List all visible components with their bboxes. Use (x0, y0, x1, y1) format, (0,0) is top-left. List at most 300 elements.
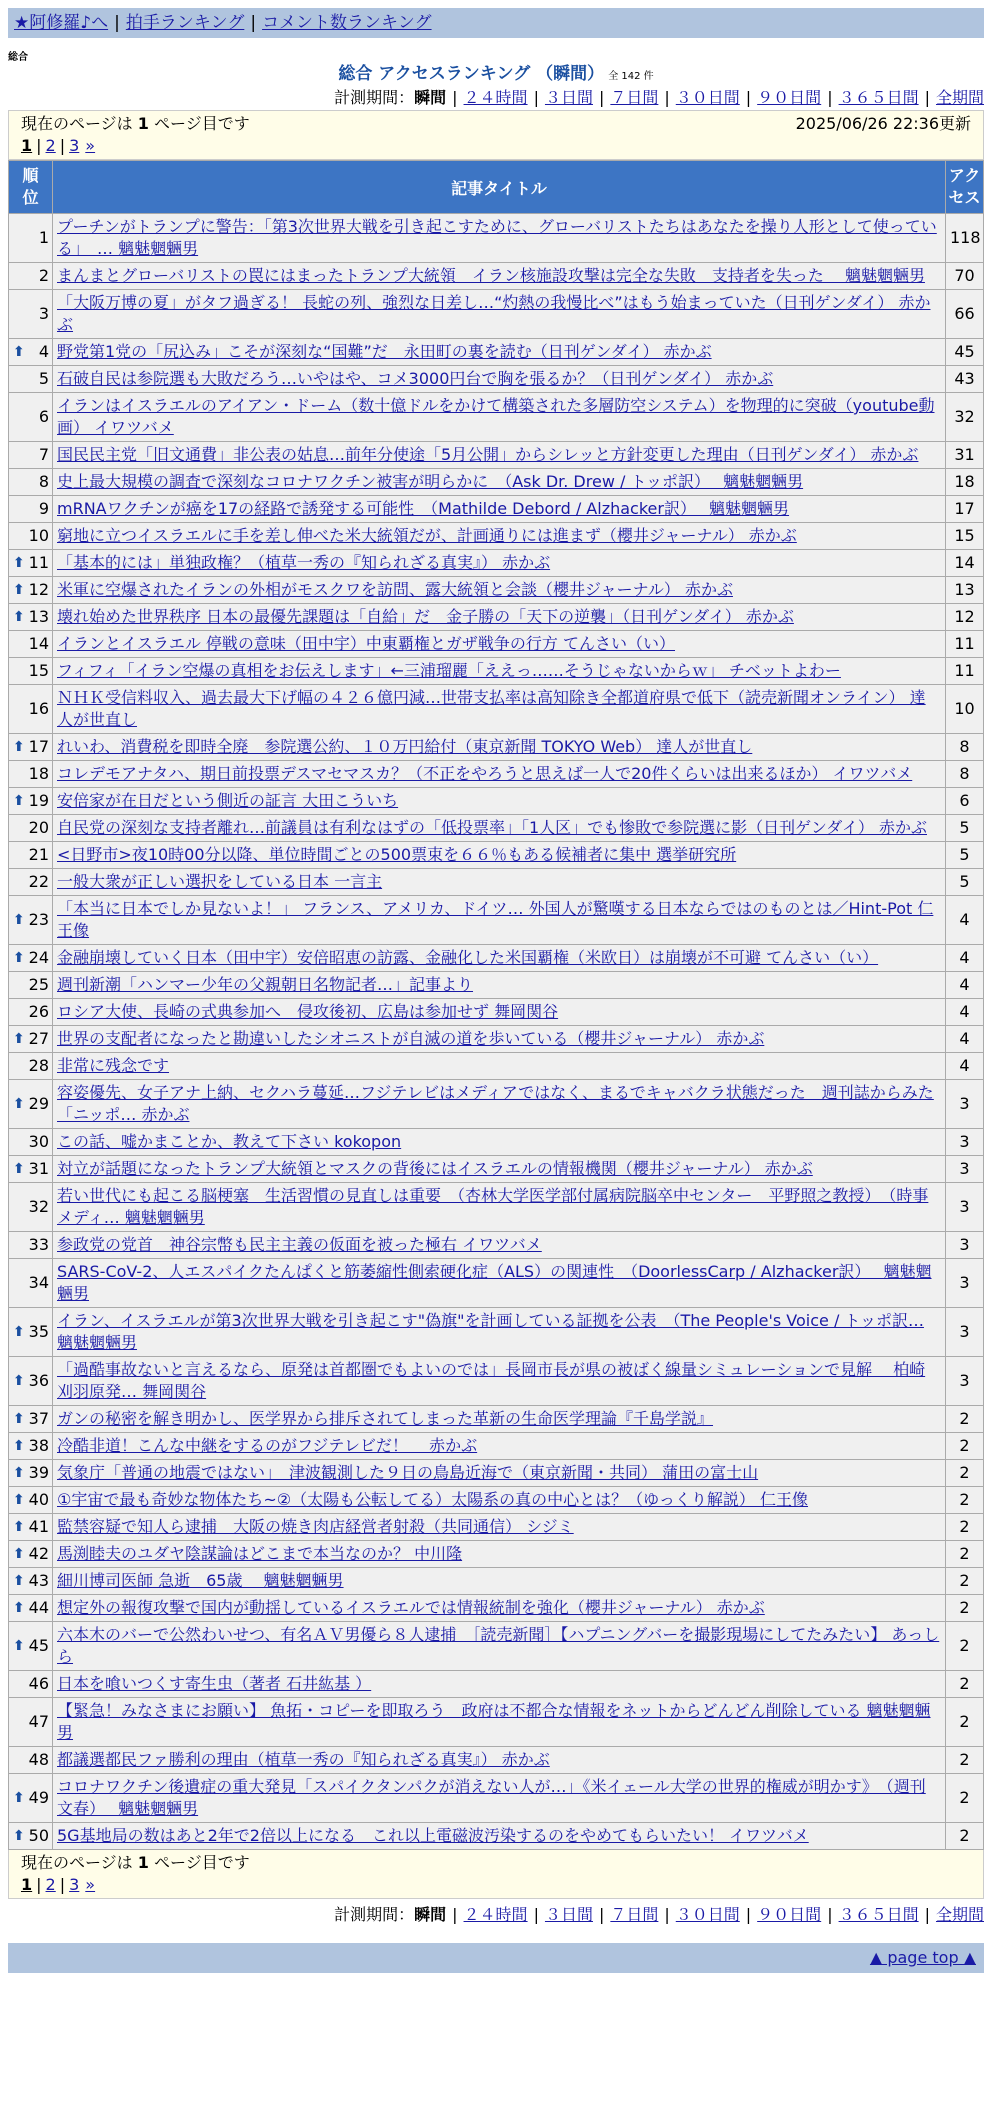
access-count: 2 (946, 1698, 984, 1747)
rank-cell (9, 550, 53, 577)
rank-number: 17 (28, 737, 49, 756)
article-title-link[interactable]: 野党第1党の「尻込み」こそが深刻な“国難”だ 永田町の裏を読む（日刊ゲンダイ） 赤かぶ (57, 342, 712, 361)
title-cell (53, 214, 946, 263)
title-cell (53, 1698, 946, 1747)
table-row (9, 1183, 984, 1232)
rank-number: 12 (28, 580, 49, 599)
access-count: 3 (946, 1308, 984, 1357)
article-title-link[interactable]: 5G基地局の数はあと2年で2倍以上になる これ以上電磁波汚染するのをやめてもらいたい！ イワツバメ (57, 1826, 809, 1845)
rank-number: 34 (28, 1273, 49, 1292)
article-title-link[interactable]: イランとイスラエル 停戦の意味（田中宇）中東覇権とガザ戦争の行方 てんさい（い） (57, 634, 676, 653)
rank-cell (9, 577, 53, 604)
rank-cell (9, 999, 53, 1026)
table-row (9, 734, 984, 761)
rank-cell (9, 658, 53, 685)
rank-number: 38 (28, 1436, 49, 1455)
title-cell (53, 1433, 946, 1460)
rank-cell (9, 263, 53, 290)
rank-number: 47 (28, 1712, 49, 1731)
nav-comment-ranking-link[interactable]: コメント数ランキング (262, 13, 432, 33)
ranking-table (8, 160, 984, 1850)
page-separator: | (59, 136, 66, 155)
page-next-link[interactable]: » (85, 1875, 96, 1894)
article-title-link[interactable]: 史上最大規模の調査で深刻なコロナワクチン被害が明らかに （Ask Dr. Drew / トッポ訳） 魑魅魍魎男 (57, 472, 804, 491)
table-row (9, 339, 984, 366)
table-row (9, 1129, 984, 1156)
article-title-link[interactable]: 馬渕睦夫のユダヤ陰謀論はどこまで本当なのか？ 中川隆 (57, 1544, 463, 1563)
rank-cell (9, 214, 53, 263)
rank-number: 9 (38, 499, 49, 518)
title-cell (53, 761, 946, 788)
paging-status-suffix: ページ目です (148, 1853, 250, 1872)
rank-number: 50 (28, 1826, 49, 1845)
rank-cell (9, 1433, 53, 1460)
article-title-link[interactable]: 自民党の深刻な支持者離れ…前議員は有利なはずの「低投票率」「1人区」でも惨敗で参院選に影（日刊ゲンダイ） 赤かぶ (57, 818, 927, 837)
rank-cell (9, 1406, 53, 1433)
rank-number: 5 (38, 369, 49, 388)
article-title-link[interactable]: 都議選都民ファ勝利の理由（植草一秀の『知られざる真実』） 赤かぶ (57, 1750, 550, 1769)
article-title-link[interactable]: ガンの秘密を解き明かし、医学界から排斥されてしまった革新の生命医学理論『千島学説』 (57, 1409, 714, 1428)
article-title-link[interactable]: 【緊急！みなさまにお願い】 魚拓・コピーを即取ろう 政府は不都合な情報をネットからどんどん削除している 魑魅魍魎男 (57, 1701, 931, 1742)
period-separator: | (827, 1905, 833, 1924)
access-count: 2 (946, 1595, 984, 1622)
page-next-link[interactable]: » (85, 136, 96, 155)
period-separator: | (664, 88, 670, 107)
title-cell (53, 469, 946, 496)
access-count: 15 (946, 523, 984, 550)
rank-cell (9, 1747, 53, 1774)
access-count: 2 (946, 1406, 984, 1433)
up-arrow-icon: ⬆ (13, 609, 25, 625)
rank-cell (9, 761, 53, 788)
table-row (9, 393, 984, 442)
page-next-wrap (85, 136, 95, 155)
article-title-link[interactable]: イランはイスラエルのアイアン・ドーム（数十億ドルをかけて構築された多層防空システム）を物理的に突破（youtube動画） イワツバメ (57, 396, 935, 437)
rank-cell (9, 1183, 53, 1232)
article-title-link[interactable]: イラン、イスラエルが第3次世界大戦を引き起こす"偽旗"を計画している証拠を公表 （The People's Voice / トッポ訳… 魑魅魍魎男 (57, 1311, 924, 1352)
rank-cell (9, 685, 53, 734)
rank-cell (9, 1080, 53, 1129)
article-title-link[interactable]: mRNAワクチンが癌を17の経路で誘発する可能性 （Mathilde Debord / Alzhacker訳） 魑魅魍魎男 (57, 499, 790, 518)
up-arrow-icon: ⬆ (13, 1638, 25, 1654)
article-title-link[interactable]: 気象庁「普通の地震ではない」 津波観測した９日の鳥島近海で（東京新聞・共同） 蒲田の富士山 (57, 1463, 759, 1482)
title-cell (53, 945, 946, 972)
title-cell (53, 896, 946, 945)
access-count: 6 (946, 788, 984, 815)
article-title-link[interactable]: <日野市>夜10時00分以降、単位時間ごとの500票束を６６％もある候補者に集中 選挙研究所 (57, 845, 737, 864)
up-arrow-icon: ⬆ (13, 1546, 25, 1562)
period-separator: | (745, 1905, 752, 1924)
period-link[interactable]: ３日間 (544, 88, 593, 107)
page-link[interactable]: 3 (69, 1875, 80, 1894)
access-count: 3 (946, 1129, 984, 1156)
up-arrow-icon: ⬆ (13, 1465, 25, 1481)
up-arrow-icon: ⬆ (13, 1790, 25, 1806)
period-link[interactable]: ９０日間 (757, 88, 822, 107)
up-arrow-icon: ⬆ (13, 1031, 25, 1047)
rank-number: 48 (28, 1750, 49, 1769)
access-count: 5 (946, 842, 984, 869)
access-count: 32 (946, 393, 984, 442)
article-title-link[interactable]: 対立が話題になったトランプ大統領とマスクの背後にはイスラエルの情報機関（櫻井ジャーナル） 赤かぶ (57, 1159, 813, 1178)
article-title-link[interactable]: 週刊新潮「ハンマー少年の父親朝日名物記者…」記事より (57, 975, 474, 994)
access-count: 4 (946, 896, 984, 945)
title-cell (53, 1747, 946, 1774)
article-title-link[interactable]: れいわ、消費税を即時全廃 参院選公約、１０万円給付（東京新聞 TOKYO Web） 達人が世直し (57, 737, 753, 756)
article-title-link[interactable]: 若い世代にも起こる脳梗塞 生活習慣の見直しは重要 （杏林大学医学部付属病院脳卒中センター 平野照之教授） （時事メディ… 魑魅魍魎男 (57, 1186, 929, 1227)
rank-number: 30 (28, 1132, 49, 1151)
period-separator: | (452, 1905, 458, 1924)
article-title-link[interactable]: 「基本的には」単独政権？（植草一秀の『知られざる真実』） 赤かぶ (57, 553, 551, 572)
article-title-link[interactable]: 壊れ始めた世界秩序 日本の最優先課題は「自給」だ 金子勝の「天下の逆襲」（日刊ゲンダイ） 赤かぶ (57, 607, 794, 626)
rank-number: 22 (28, 872, 49, 891)
table-row (9, 1308, 984, 1357)
title-cell (53, 604, 946, 631)
access-count: 4 (946, 945, 984, 972)
article-title-link[interactable]: 国民民主党「旧文通費」非公表の姑息…前年分使途「5月公開」からシレッと方針変更した理由（日刊ゲンダイ） 赤かぶ (57, 445, 919, 464)
up-arrow-icon: ⬆ (13, 739, 25, 755)
rank-cell (9, 815, 53, 842)
access-count: 10 (946, 685, 984, 734)
table-row (9, 761, 984, 788)
up-arrow-icon: ⬆ (13, 1411, 25, 1427)
period-separator: | (598, 88, 605, 107)
rank-number: 6 (38, 407, 49, 426)
rank-number: 8 (38, 472, 49, 491)
paging-status-row (21, 1852, 971, 1874)
period-separator: | (827, 88, 833, 107)
access-count: 17 (946, 496, 984, 523)
rank-number: 24 (28, 948, 49, 967)
title-cell (53, 1460, 946, 1487)
rank-number: 42 (28, 1544, 49, 1563)
title-cell (53, 1026, 946, 1053)
up-arrow-icon: ⬆ (13, 1600, 25, 1616)
rank-cell (9, 1232, 53, 1259)
rank-cell (9, 734, 53, 761)
access-count: 4 (946, 1053, 984, 1080)
up-arrow-icon: ⬆ (13, 912, 25, 928)
article-title-link[interactable]: ロシア大使、長崎の式典参加へ 侵攻後初、広島は参加せず 舞岡関谷 (57, 1002, 559, 1021)
article-title-link[interactable]: まんまとグローバリストの罠にはまったトランプ大統領 イラン核施設攻撃は完全な失敗 支持者を失った 魑魅魍魎男 (57, 266, 925, 285)
rank-number: 40 (28, 1490, 49, 1509)
article-title-link[interactable]: プーチンがトランプに警告：「第3次世界大戦を引き起こすために、グローバリストたちはあなたを操り人形として使っている」 … 魑魅魍魎男 (57, 217, 937, 258)
article-title-link[interactable]: 容姿優先、女子アナ上納、セクハラ蔓延…フジテレビはメディアではなく、まるでキャバクラ状態だった 週刊誌からみた「ニッポ… 赤かぶ (57, 1083, 934, 1124)
article-title-link[interactable]: ＮＨＫ受信料収入、過去最大下げ幅の４２６億円減…世帯支払率は高知除き全都道府県で低下（読売新聞オンライン） 達人が世直し (57, 688, 926, 729)
rank-number: 18 (28, 764, 49, 783)
rank-cell (9, 842, 53, 869)
rank-number: 7 (38, 445, 49, 464)
rank-cell (9, 523, 53, 550)
rank-number: 21 (28, 845, 49, 864)
updated-timestamp: 2025/06/26 22:36更新 (795, 114, 971, 133)
title-cell (53, 1487, 946, 1514)
page-link[interactable]: 2 (45, 136, 56, 155)
period-separator: | (598, 1905, 605, 1924)
title-cell (53, 1232, 946, 1259)
table-row (9, 999, 984, 1026)
nav-home-link[interactable]: ★阿修羅♪へ (14, 13, 109, 33)
rank-number: 35 (28, 1322, 49, 1341)
title-cell (53, 1774, 946, 1823)
article-title-link[interactable]: 窮地に立つイスラエルに手を差し伸べた米大統領だが、計画通りには進まず（櫻井ジャーナル） 赤かぶ (57, 526, 797, 545)
up-arrow-icon: ⬆ (13, 793, 25, 809)
paging-status (21, 113, 250, 135)
title-cell (53, 1568, 946, 1595)
title-cell (53, 815, 946, 842)
rank-cell (9, 1259, 53, 1308)
article-title-link[interactable]: 安倍家が在日だという側近の証言 大田こういち (57, 791, 399, 810)
rank-number: 25 (28, 975, 49, 994)
paging-box-top (8, 110, 984, 160)
paging-status-suffix: ページ目です (148, 114, 250, 133)
rank-number: 16 (28, 699, 49, 718)
title-cell (53, 658, 946, 685)
paging-status-prefix: 現在のページは (21, 1853, 138, 1872)
paging-status-number: 1 (137, 1853, 149, 1872)
article-title-link[interactable]: 非常に残念です (57, 1056, 170, 1075)
rank-number: 4 (38, 342, 49, 361)
rank-number: 31 (28, 1159, 49, 1178)
rank-cell (9, 1308, 53, 1357)
rank-cell (9, 1129, 53, 1156)
up-arrow-icon: ⬆ (13, 344, 25, 360)
access-count: 2 (946, 1671, 984, 1698)
table-row (9, 1357, 984, 1406)
title-cell (53, 496, 946, 523)
table-row (9, 577, 984, 604)
table-row (9, 1514, 984, 1541)
rank-cell (9, 393, 53, 442)
title-cell (53, 1080, 946, 1129)
page-link[interactable]: 2 (45, 1875, 56, 1894)
table-row (9, 1080, 984, 1129)
period-selector-bottom (8, 1903, 984, 1927)
rank-cell (9, 339, 53, 366)
table-row (9, 1671, 984, 1698)
rank-cell (9, 1053, 53, 1080)
rank-cell (9, 1026, 53, 1053)
up-arrow-icon: ⬆ (13, 582, 25, 598)
rank-cell (9, 945, 53, 972)
article-title-link[interactable]: 石破自民は参院選も大敗だろう…いやはや、コメ3000円台で胸を張るか？（日刊ゲンダイ） 赤かぶ (57, 369, 774, 388)
page-current: 1 (21, 136, 33, 155)
nav-clap-ranking-link[interactable]: 拍手ランキング (125, 13, 245, 33)
bottom-bar (8, 1943, 984, 1973)
rank-cell (9, 469, 53, 496)
rank-number: 45 (28, 1636, 49, 1655)
table-row (9, 972, 984, 999)
access-count: 2 (946, 1568, 984, 1595)
rank-cell (9, 1622, 53, 1671)
ranking-title (8, 62, 984, 86)
rank-cell (9, 496, 53, 523)
access-count: 2 (946, 1622, 984, 1671)
access-count: 3 (946, 1232, 984, 1259)
title-cell (53, 523, 946, 550)
article-title-link[interactable]: 冷酷非道！こんな中継をするのがフジテレビだ！ 赤かぶ (57, 1436, 478, 1455)
rank-cell (9, 1541, 53, 1568)
period-separator: | (533, 1905, 539, 1924)
period-separator: | (745, 88, 752, 107)
page (8, 8, 984, 1973)
period-separator: | (452, 88, 458, 107)
access-count: 2 (946, 1487, 984, 1514)
rank-number: 1 (38, 228, 49, 247)
period-link[interactable]: ７日間 (610, 88, 659, 107)
period-separator: | (664, 1905, 670, 1924)
table-row (9, 1433, 984, 1460)
article-title-link[interactable]: 金融崩壊していく日本（田中宇）安倍昭恵の訪露、金融化した米国覇権（米欧日）は崩壊が不可避 てんさい（い） (57, 948, 879, 967)
table-row (9, 604, 984, 631)
up-arrow-icon: ⬆ (13, 1828, 25, 1844)
article-title-link[interactable]: 世界の支配者になったと勘違いしたシオニストが自滅の道を歩いている（櫻井ジャーナル） 赤かぶ (57, 1029, 765, 1048)
access-count: 4 (946, 1026, 984, 1053)
rank-cell (9, 1568, 53, 1595)
article-title-link[interactable]: 「本当に日本でしか見ないよ！」 フランス、アメリカ、ドイツ… 外国人が驚嘆する日本ならではのものとは／Hint-Pot 仁王像 (57, 899, 934, 940)
table-row (9, 869, 984, 896)
article-title-link[interactable]: 「過酷事故ないと言えるなら、原発は首都圏でもよいのでは」長岡市長が県の被ばく線量シミュレーションで見解 柏崎刈羽原発… 舞岡関谷 (57, 1360, 926, 1401)
access-count: 13 (946, 577, 984, 604)
title-cell (53, 1357, 946, 1406)
up-arrow-icon: ⬆ (13, 1492, 25, 1508)
page-next-wrap (85, 1875, 95, 1894)
access-count: 5 (946, 869, 984, 896)
rank-number: 43 (28, 1571, 49, 1590)
period-link[interactable]: 全期間 (935, 1905, 984, 1924)
article-title-link[interactable]: コレデモアナタハ、期日前投票デスマセマスカ？（不正をやろうと思えば一人で20件くらいは出来るほか） イワツバメ (57, 764, 913, 783)
article-title-link[interactable]: 一般大衆が正しい選択をしている日本 一言主 (57, 872, 383, 891)
access-count: 2 (946, 1823, 984, 1850)
rank-number: 32 (28, 1197, 49, 1216)
period-link[interactable]: ７日間 (610, 1905, 659, 1924)
table-row (9, 1622, 984, 1671)
period-link[interactable]: ３６５日間 (838, 88, 919, 107)
title-cell (53, 290, 946, 339)
access-count: 2 (946, 1514, 984, 1541)
access-count: 8 (946, 734, 984, 761)
ranking-title-main: 総合 アクセスランキング （瞬間） (338, 64, 605, 84)
article-title-link[interactable]: 米軍に空爆されたイランの外相がモスクワを訪問、露大統領と会談（櫻井ジャーナル） 赤かぶ (57, 580, 733, 599)
table-row (9, 1026, 984, 1053)
rank-number: 11 (28, 553, 49, 572)
period-link[interactable]: ２４時間 (463, 88, 528, 107)
table-row (9, 1595, 984, 1622)
rank-number: 13 (28, 607, 49, 626)
title-cell (53, 1595, 946, 1622)
article-title-link[interactable]: フィフィ「イラン空爆の真相をお伝えします」←三浦瑠麗「ええっ……そうじゃないからｗ」 チベットよわー (57, 661, 841, 680)
period-link[interactable]: ３日間 (544, 1905, 593, 1924)
table-row (9, 263, 984, 290)
nav-separator: | (114, 13, 120, 33)
article-title-link[interactable]: ①宇宙で最も奇妙な物体たち~②（太陽も公転してる）太陽系の真の中心とは？（ゆっくり解説） 仁王像 (57, 1490, 809, 1509)
rank-number: 49 (28, 1788, 49, 1807)
title-cell (53, 972, 946, 999)
paging-status-row (21, 113, 971, 135)
table-row (9, 1406, 984, 1433)
title-cell (53, 869, 946, 896)
title-cell (53, 1671, 946, 1698)
access-count: 3 (946, 1183, 984, 1232)
period-link[interactable]: 全期間 (935, 88, 984, 107)
up-arrow-icon: ⬆ (13, 1324, 25, 1340)
access-count: 14 (946, 550, 984, 577)
title-cell (53, 788, 946, 815)
table-row (9, 1698, 984, 1747)
article-title-link[interactable]: 想定外の報復攻撃で国内が動揺しているイスラエルでは情報統制を強化（櫻井ジャーナル） 赤かぶ (57, 1598, 765, 1617)
access-count: 2 (946, 1774, 984, 1823)
article-title-link[interactable]: 参政党の党首 神谷宗幣も民主主義の仮面を被った極右 イワツバメ (57, 1235, 542, 1254)
table-row (9, 685, 984, 734)
table-row (9, 1823, 984, 1850)
table-row (9, 1541, 984, 1568)
table-row (9, 214, 984, 263)
rank-cell (9, 1595, 53, 1622)
table-row (9, 631, 984, 658)
title-cell (53, 263, 946, 290)
access-count: 43 (946, 366, 984, 393)
up-arrow-icon: ⬆ (13, 1161, 25, 1177)
page-link[interactable]: 3 (69, 136, 80, 155)
article-title-link[interactable]: この話、嘘かまことか、教えて下さい kokopon (57, 1132, 402, 1151)
article-title-link[interactable]: コロナワクチン後遺症の重大発見「スパイクタンパクが消えない人が…」《米イェール大学の世界的権威が明かす》 （週刊文春） 魑魅魍魎男 (57, 1777, 926, 1818)
article-title-link[interactable]: 細川博司医師 急逝 65歳 魑魅魍魎男 (57, 1571, 344, 1590)
table-row (9, 469, 984, 496)
period-link[interactable]: ３０日間 (675, 1905, 740, 1924)
up-arrow-icon: ⬆ (13, 555, 25, 571)
title-cell (53, 1259, 946, 1308)
access-count: 70 (946, 263, 984, 290)
rank-number: 37 (28, 1409, 49, 1428)
table-row (9, 1460, 984, 1487)
period-link[interactable]: ３０日間 (675, 88, 740, 107)
access-count: 5 (946, 815, 984, 842)
up-arrow-icon: ⬆ (13, 1573, 25, 1589)
article-title-link[interactable]: 「大阪万博の夏」がタフ過ぎる！ 長蛇の列、強烈な日差し…“灼熱の我慢比べ”はもう始まっていた（日刊ゲンダイ） 赤かぶ (57, 293, 931, 334)
period-separator: | (924, 1905, 930, 1924)
access-count: 4 (946, 972, 984, 999)
rank-cell (9, 442, 53, 469)
rank-number: 26 (28, 1002, 49, 1021)
table-row (9, 945, 984, 972)
title-cell (53, 1406, 946, 1433)
title-cell (53, 1514, 946, 1541)
up-arrow-icon: ⬆ (13, 1096, 25, 1112)
period-link[interactable]: ３６５日間 (838, 1905, 919, 1924)
period-selector-top (8, 86, 984, 110)
article-title-link[interactable]: 六本木のバーで公然わいせつ、有名ＡＶ男優ら８人逮捕 ［読売新聞］【ハプニングバーを撮影現場にしてたみたい】 あっしら (57, 1625, 940, 1666)
access-count: 2 (946, 1433, 984, 1460)
ranking-total-count: 全 142 件 (608, 71, 654, 82)
table-row (9, 815, 984, 842)
rank-number: 27 (28, 1029, 49, 1048)
title-cell (53, 339, 946, 366)
rank-cell (9, 1774, 53, 1823)
period-link[interactable]: ２４時間 (463, 1905, 528, 1924)
period-separator: | (924, 88, 930, 107)
up-arrow-icon: ⬆ (13, 1373, 25, 1389)
article-title-link[interactable]: 監禁容疑で知人ら逮捕 大阪の焼き肉店経営者射殺（共同通信） シジミ (57, 1517, 574, 1536)
article-title-link[interactable]: SARS-CoV-2、人エスパイクたんぱくと筋萎縮性側索硬化症（ALS）の関連性 （DoorlessCarp / Alzhacker訳） 魑魅魍魎男 (57, 1262, 932, 1303)
access-count: 4 (946, 999, 984, 1026)
title-cell (53, 999, 946, 1026)
page-top-link[interactable]: ▲ page top ▲ (869, 1948, 976, 1967)
article-title-link[interactable]: 日本を喰いつくす寄生虫（著者 石井紘基 ） (57, 1674, 372, 1693)
rank-cell (9, 1156, 53, 1183)
period-link[interactable]: ９０日間 (757, 1905, 822, 1924)
top-nav-bar (8, 8, 984, 38)
header-rank: 順位 (9, 161, 53, 214)
